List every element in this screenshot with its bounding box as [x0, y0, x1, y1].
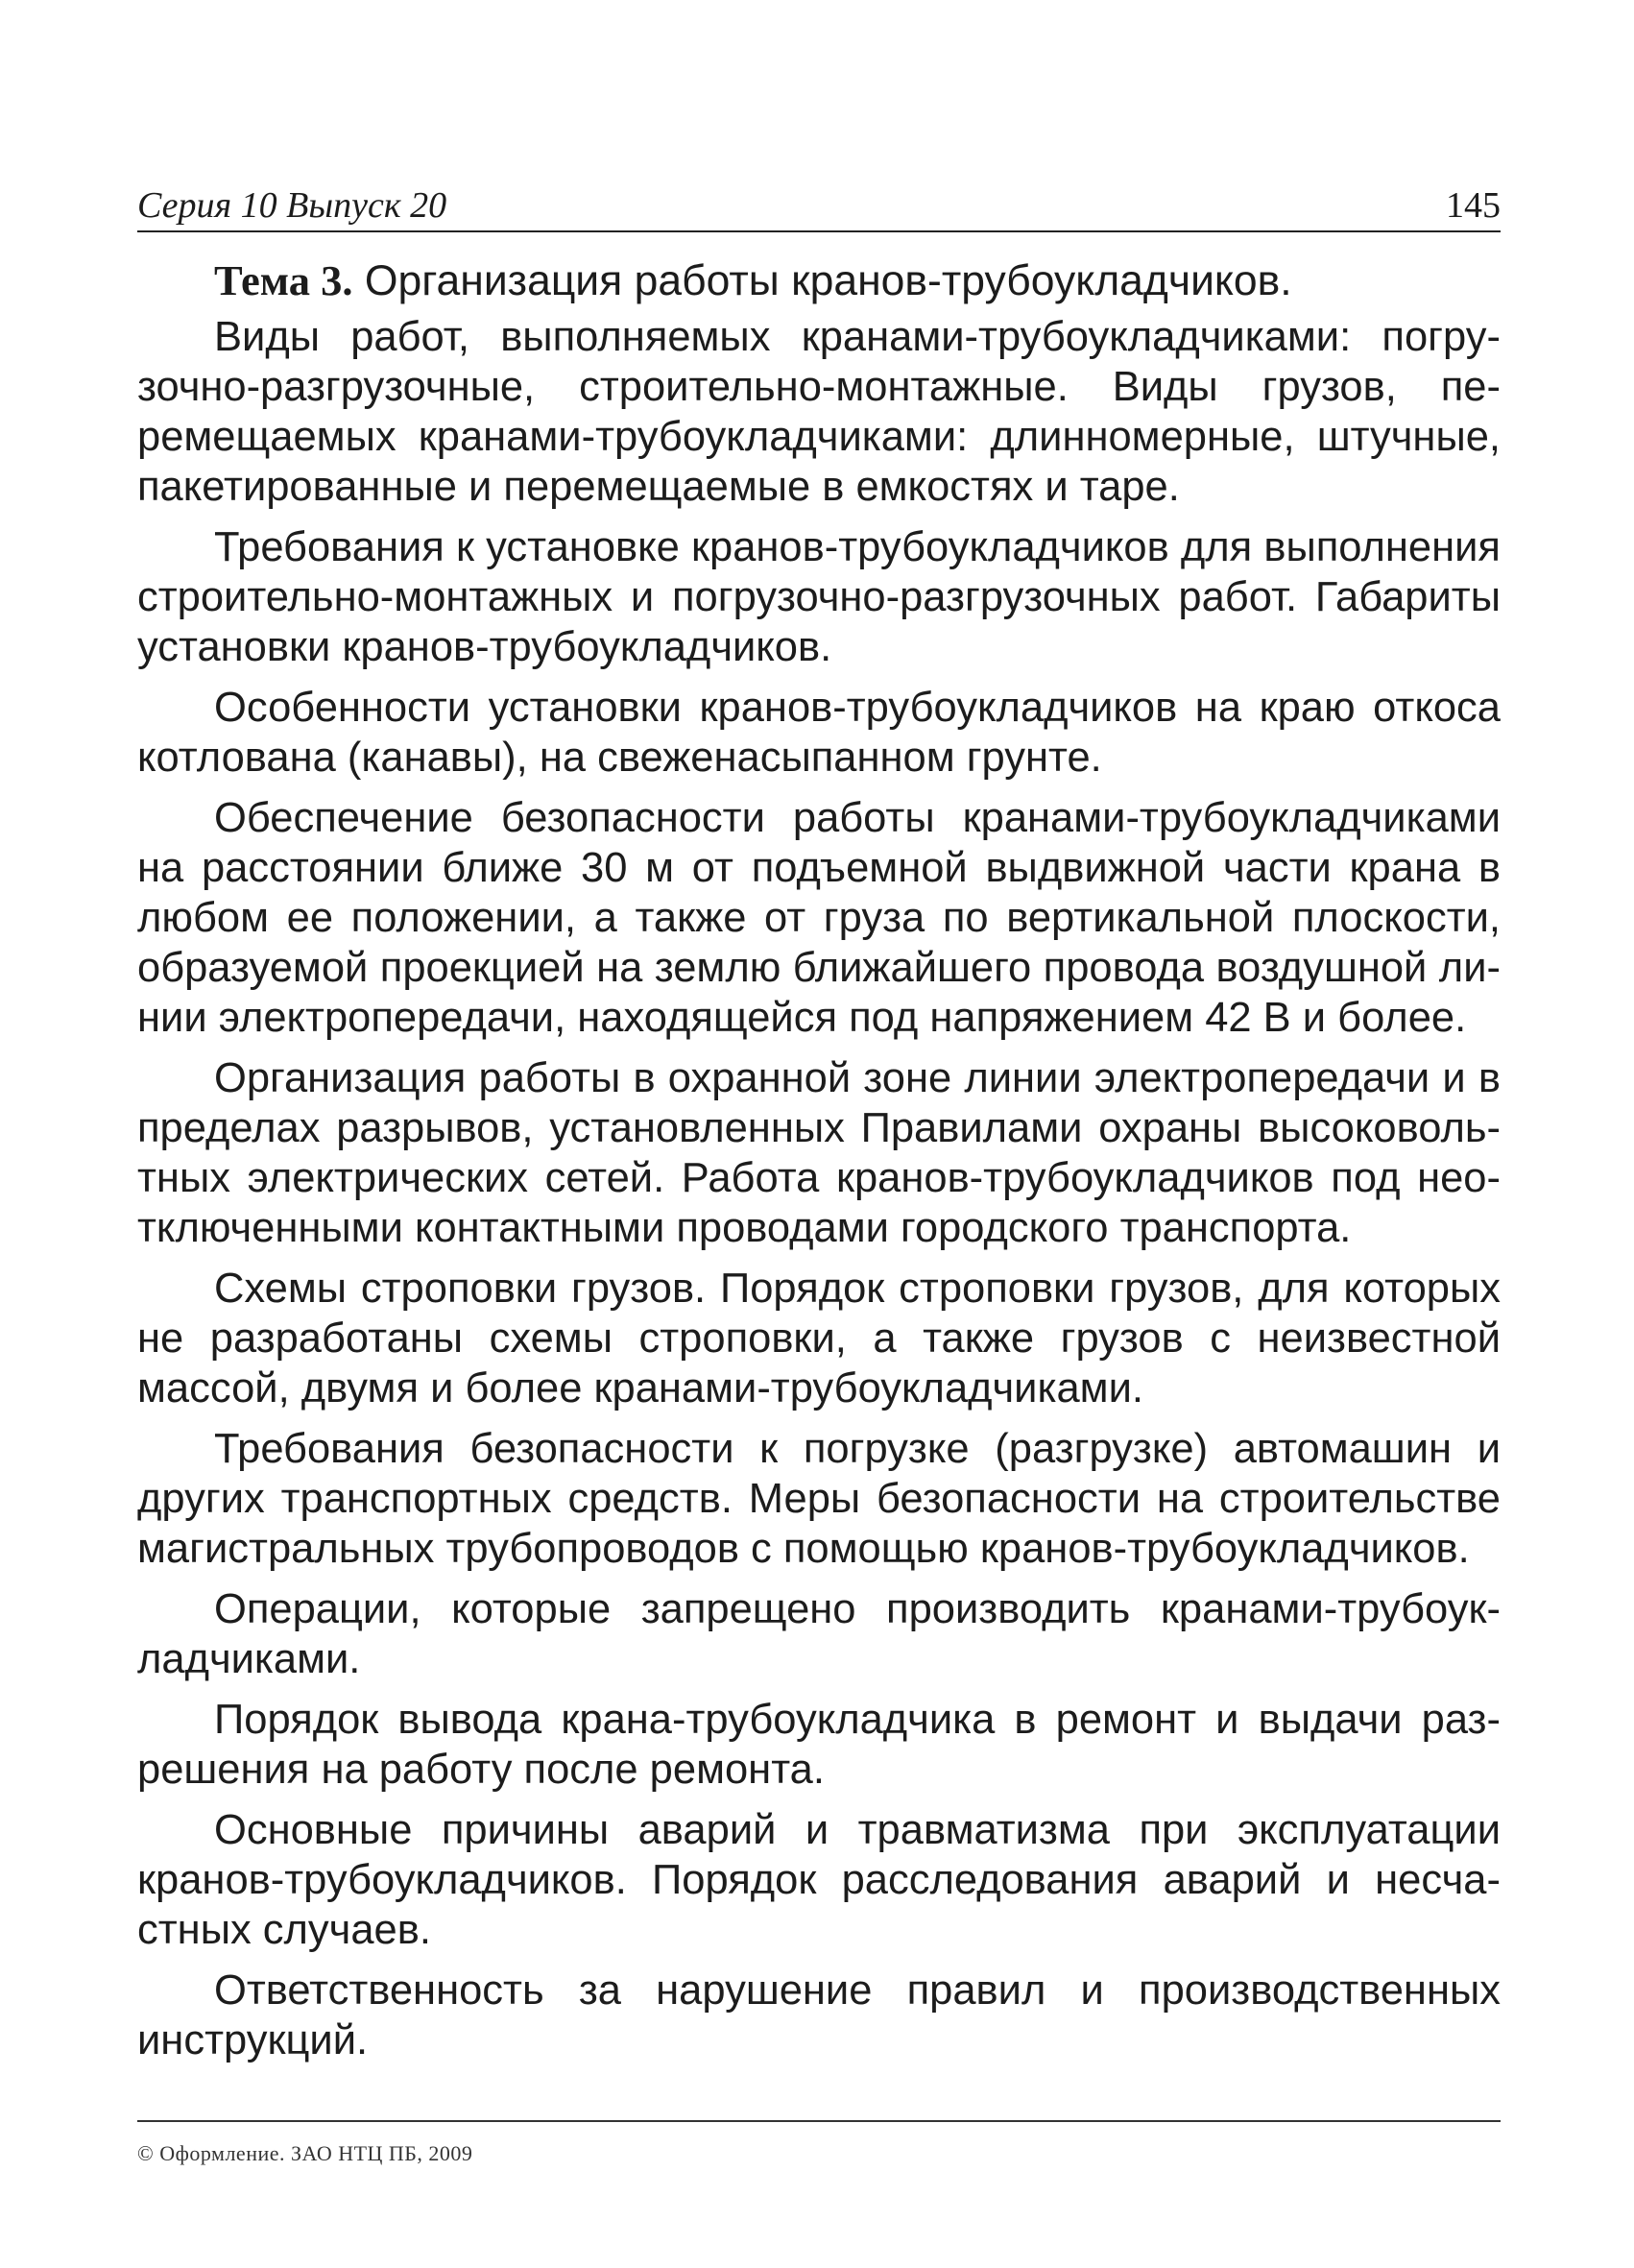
paragraph-work-types: Виды работ, выполняемых кранами-трубоукладчиками: погрузочно-разгрузочные, строительно-монтажные. Виды грузов, перемещаемых кранами-трубоукладчиками: длинномерные, штучные, пакетированные и перемещаемые в емкостях и таре.: [137, 314, 1501, 510]
paragraph-loading-safety: Требования безопасности к погрузке (разгрузке) автомашин и других транспортных средств. Меры безопасности на строительстве магистральных трубопроводов с помощью кранов-трубоукладчиков.: [137, 1426, 1501, 1572]
paragraph-repair-procedure: Порядок вывода крана-трубоукладчика в ремонт и выдачи разрешения на работу после ремонта.: [137, 1697, 1501, 1793]
body-text: [137, 312, 1501, 2065]
paragraph-protected-zone: Организация работы в охранной зоне линии электропередачи и в пределах разрывов, установленных Правилами охраны высоковольтных электрических сетей. Работа кранов-трубоукладчиков под неотключенными контактными проводами городского транспорта.: [137, 1055, 1501, 1251]
page-number: 145: [1446, 185, 1501, 226]
page-content: [137, 182, 1501, 2065]
paragraph-power-line-safety: Обеспечение безопасности работы кранами-трубоукладчиками на расстоянии ближе 30 м от подъемной выдвижной части крана в любом ее положении, а также от груза по вертикальной плоскости, образуемой проекцией на землю ближайшего провода воздушной линии электропередачи, находящейся под напряжением 42 В и более.: [137, 795, 1501, 1041]
topic-label: Тема 3.: [214, 256, 353, 304]
paragraph-accident-causes: Основные причины аварий и травматизма при эксплуатации кранов-трубоукладчиков. Порядок расследования аварий и несчастных случаев.: [137, 1807, 1501, 1953]
paragraph-prohibited-operations: Операции, которые запрещено производить кранами-трубоукладчиками.: [137, 1586, 1501, 1682]
paragraph-slinging-schemes: Схемы строповки грузов. Порядок строповки грузов, для которых не разработаны схемы строповки, а также грузов с неизвестной массой, двумя и более кранами-трубоукладчиками.: [137, 1266, 1501, 1411]
copyright-footer: © Оформление. ЗАО НТЦ ПБ, 2009: [137, 2120, 1501, 2166]
topic-heading: [214, 255, 1501, 306]
series-label: Серия 10 Выпуск 20: [137, 185, 447, 226]
topic-title: Организация работы кранов-трубоукладчиков.: [364, 257, 1292, 304]
running-header: [137, 182, 1501, 232]
paragraph-slope-installation: Особенности установки кранов-трубоукладчиков на краю откоса котлована (канавы), на свеженасыпанном грунте.: [137, 685, 1501, 781]
paragraph-installation-requirements: Требования к установке кранов-трубоукладчиков для выполнения строительно-монтажных и погрузочно-разгрузочных работ. Габариты установки кранов-трубоукладчиков.: [137, 524, 1501, 670]
paragraph-responsibility: Ответственность за нарушение правил и производственных инструкций.: [137, 1967, 1501, 2063]
